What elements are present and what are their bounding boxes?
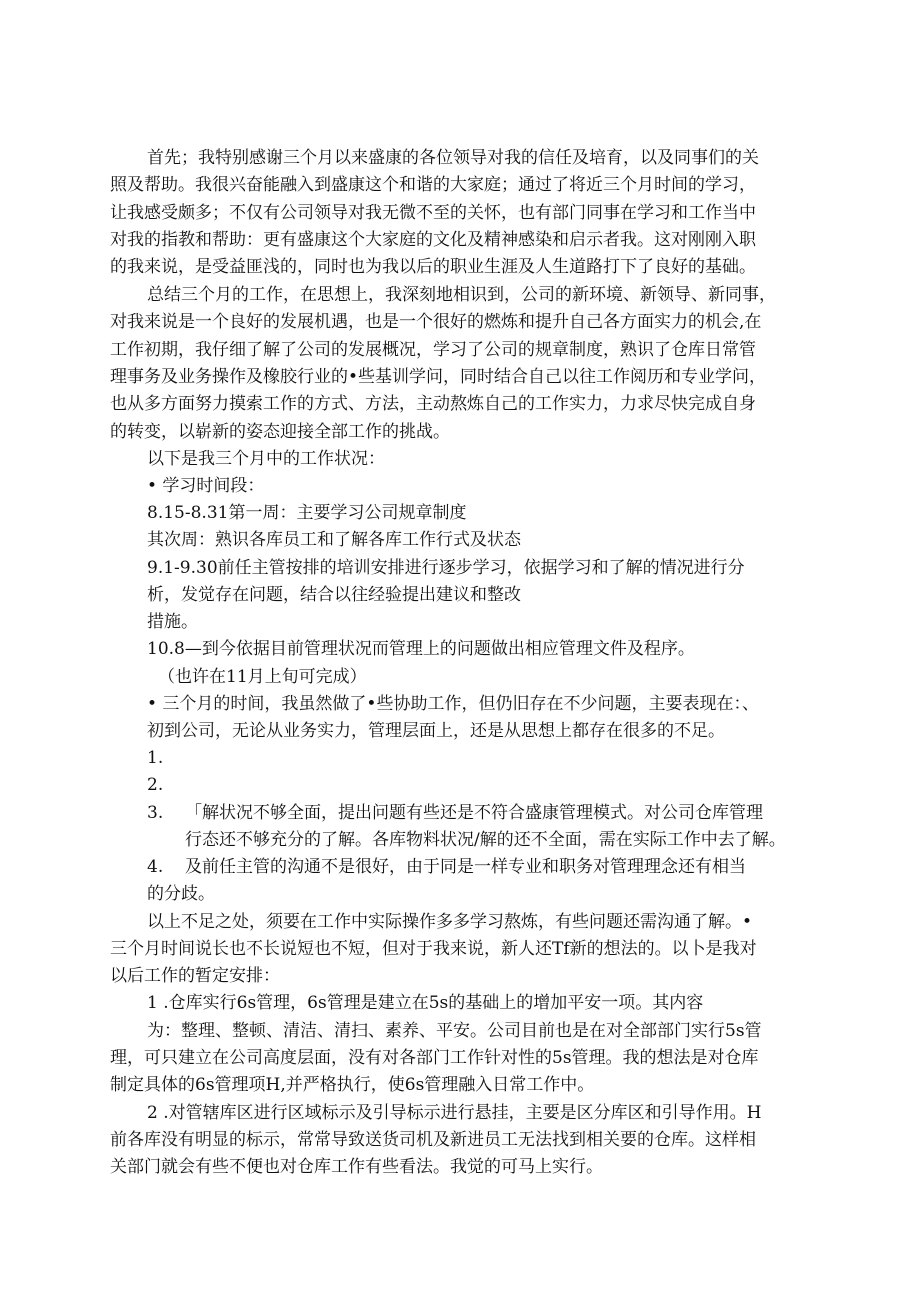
paragraph-3-line-2: 三个月时间说长也不长说短也不短，但对于我来说，新人还Tf新的想法的。以卜是我对 [110, 939, 757, 959]
list-item-4-line-2: 的分歧。 [147, 884, 215, 904]
plan-1-line-1: 1 .仓库实行6s管理，6s管理是建立在5s的基础上的增加平安一项。其内容 [147, 993, 704, 1013]
plan-2-line-3: 关部门就会有些不便也对仓库工作有些看法。我觉的可马上实行。 [110, 1157, 603, 1177]
list-number-2: 2. [147, 775, 164, 795]
week-two-line: 其次周：熟识各库员工和了解各库工作行式及状态 [147, 530, 521, 550]
problems-bullet-line-1: • 三个月的时间，我虽然做了•些协助工作，但仍旧存在不少问题，主要表现在：、 [147, 694, 759, 714]
problems-bullet-line-2: 初到公司，无论从业务实力，管理层面上，还是从思想上都存在很多的不足。 [147, 721, 725, 741]
paragraph-2-line-3: 工作初期，我仔细了解了公司的发展概况，学习了公司的规章制度，熟识了仓库日常管 [110, 340, 756, 360]
work-status-heading: 以下是我三个月中的工作状况： [147, 449, 385, 469]
paragraph-2-line-4: 理事务及业务操作及橡胶行业的•些基训学问，同时结合自己以往工作阅历和专业学问， [110, 367, 767, 387]
plan-2-line-1: 2 .对管辖库区进行区域标示及引导标示进行悬挂，主要是区分库区和引导作用。H [147, 1103, 762, 1123]
paragraph-3-line-3: 以后工作的暂定安排： [110, 966, 280, 986]
paragraph-2-line-5: 也从多方面努力摸索工作的方式、方法，主动熬炼自己的工作实力，力求尽快完成自身 [110, 394, 756, 414]
list-number-3: 3. [147, 803, 164, 823]
september-line-3: 措施。 [147, 612, 198, 632]
october-line: 10.8—到今依据目前管理状况而管理上的问题做出相应管理文件及程序。 [147, 639, 695, 659]
paragraph-2-line-1: 总结三个月的工作，在思想上，我深刻地相识到，公司的新环境、新领导、新同事， [147, 285, 776, 305]
list-number-4: 4. [147, 857, 164, 877]
week-one-line: 8.15-8.31第一周：主要学习公司规章制度 [147, 503, 467, 523]
study-period-bullet: • 学习时间段： [147, 476, 265, 496]
november-note: （也许在11月上旬可完成） [158, 667, 367, 687]
plan-1-line-2: 为：整理、整顿、清洁、清扫、素养、平安。公司目前也是在对全部部门实行5s管 [147, 1021, 762, 1041]
september-line-1: 9.1-9.30前任主管按排的培训安排进行逐步学习，依据学习和了解的情况进行分 [147, 558, 745, 578]
list-item-3-line-1: 「解状况不够全面，提出问题有些还是不符合盛康管理模式。对公司仓库管理 [185, 803, 763, 823]
paragraph-1-line-1: 首先；我特别感谢三个月以来盛康的各位领导对我的信任及培育，以及同事们的关 [147, 148, 759, 168]
plan-2-line-2: 前各库没有明显的标示，常常导致送货司机及新进员工无法找到相关要的仓库。这样相 [110, 1130, 756, 1150]
list-number-1: 1. [147, 748, 164, 768]
paragraph-3-line-1: 以上不足之处，须要在工作中实际操作多多学习熬炼，有些问题还需沟通了解。• [147, 912, 753, 932]
paragraph-1-line-3: 让我感受颇多；不仅有公司领导对我无微不至的关怀，也有部门同事在学习和工作当中 [110, 203, 756, 223]
paragraph-2-line-2: 对我来说是一个良好的发展机遇，也是一个很好的燃炼和提升自己各方面实力的机会,在 [110, 312, 762, 332]
list-item-3-line-2: 行态还不够充分的了解。各库物料状况/解的还不全面，需在实际工作中去了解。 [185, 830, 786, 850]
paragraph-1-line-5: 的我来说，是受益匪浅的，同时也为我以后的职业生涯及人生道路打下了良好的基础。 [110, 257, 756, 277]
list-item-4-line-1: 及前任主管的沟通不是很好，由于同是一样专业和职务对管理理念还有相当 [185, 857, 746, 877]
paragraph-1-line-4: 对我的指教和帮助：更有盛康这个大家庭的文化及精神感染和启示者我。这对刚刚入职 [110, 230, 756, 250]
plan-1-line-4: 制定具体的6s管理项H,并严格执行，使6s管理融入日常工作中。 [110, 1075, 595, 1095]
september-line-2: 析，发觉存在问题，结合以往经验提出建议和整改 [147, 585, 521, 605]
paragraph-2-line-6: 的转变，以崭新的姿态迎接全部工作的挑战。 [110, 422, 450, 442]
paragraph-1-line-2: 照及帮助。我很兴奋能融入到盛康这个和谐的大家庭；通过了将近三个月时间的学习， [110, 175, 756, 195]
plan-1-line-3: 理，可只建立在公司高度层面，没有对各部门工作针对性的5s管理。我的想法是对仓库 [110, 1048, 759, 1068]
